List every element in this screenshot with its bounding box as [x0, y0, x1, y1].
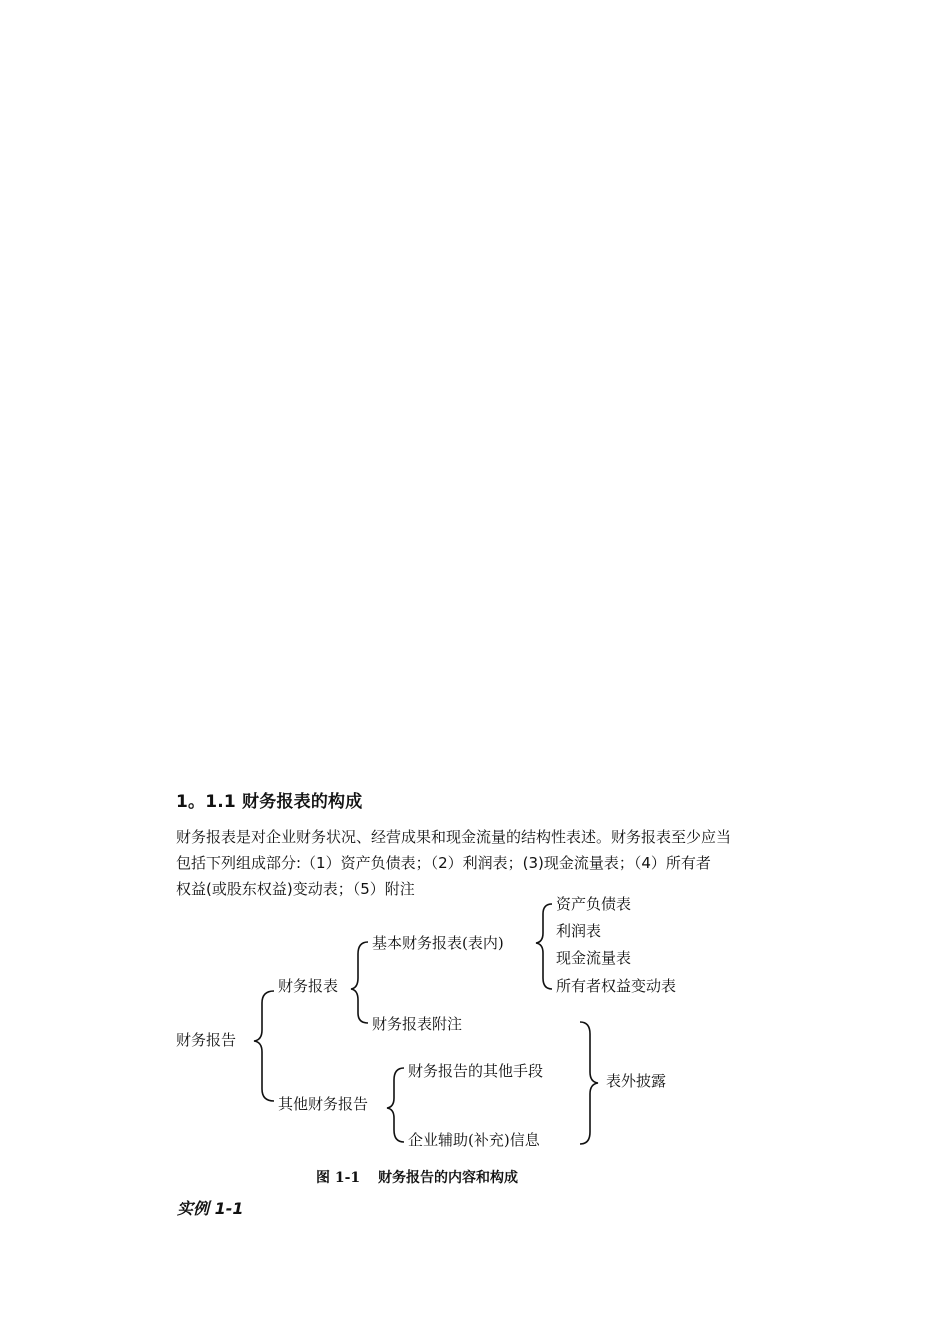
brace-offsheet: [580, 1022, 598, 1144]
node-root: 财务报告: [176, 1031, 237, 1049]
node-other-means: 财务报告的其他手段: [408, 1062, 544, 1080]
statement-item: 所有者权益变动表: [556, 977, 677, 995]
figure-caption-number: 图 1-1: [316, 1170, 361, 1186]
brace-statements: [351, 942, 368, 1023]
node-financial-statements: 财务报表: [278, 977, 339, 995]
example-label: 实例 1-1: [177, 1199, 244, 1218]
node-statement-notes: 财务报表附注: [372, 1015, 463, 1033]
node-supplementary-info: 企业辅助(补充)信息: [408, 1131, 540, 1149]
paragraph-line: 权益(或股东权益)变动表；（5）附注: [176, 880, 415, 898]
statement-item: 现金流量表: [556, 949, 632, 967]
paragraph-line: 财务报表是对企业财务状况、经营成果和现金流量的结构性表述。财务报表至少应当: [176, 828, 732, 846]
financial-report-diagram: [170, 888, 730, 1198]
paragraph-line: 包括下列组成部分:（1）资产负债表；（2）利润表；(3)现金流量表；（4）所有者: [176, 854, 711, 872]
section-heading: 1。1.1 财务报表的构成: [176, 792, 363, 812]
statement-item: 资产负债表: [556, 895, 632, 913]
brace-basic: [536, 904, 552, 989]
brace-other: [387, 1068, 404, 1142]
brace-root: [254, 991, 274, 1101]
node-other-reports: 其他财务报告: [278, 1095, 369, 1113]
figure-caption-text: 财务报告的内容和构成: [378, 1170, 518, 1186]
node-basic-statements: 基本财务报表(表内): [372, 934, 504, 952]
statement-item: 利润表: [556, 922, 602, 940]
node-offsheet-disclosure: 表外披露: [606, 1072, 667, 1090]
